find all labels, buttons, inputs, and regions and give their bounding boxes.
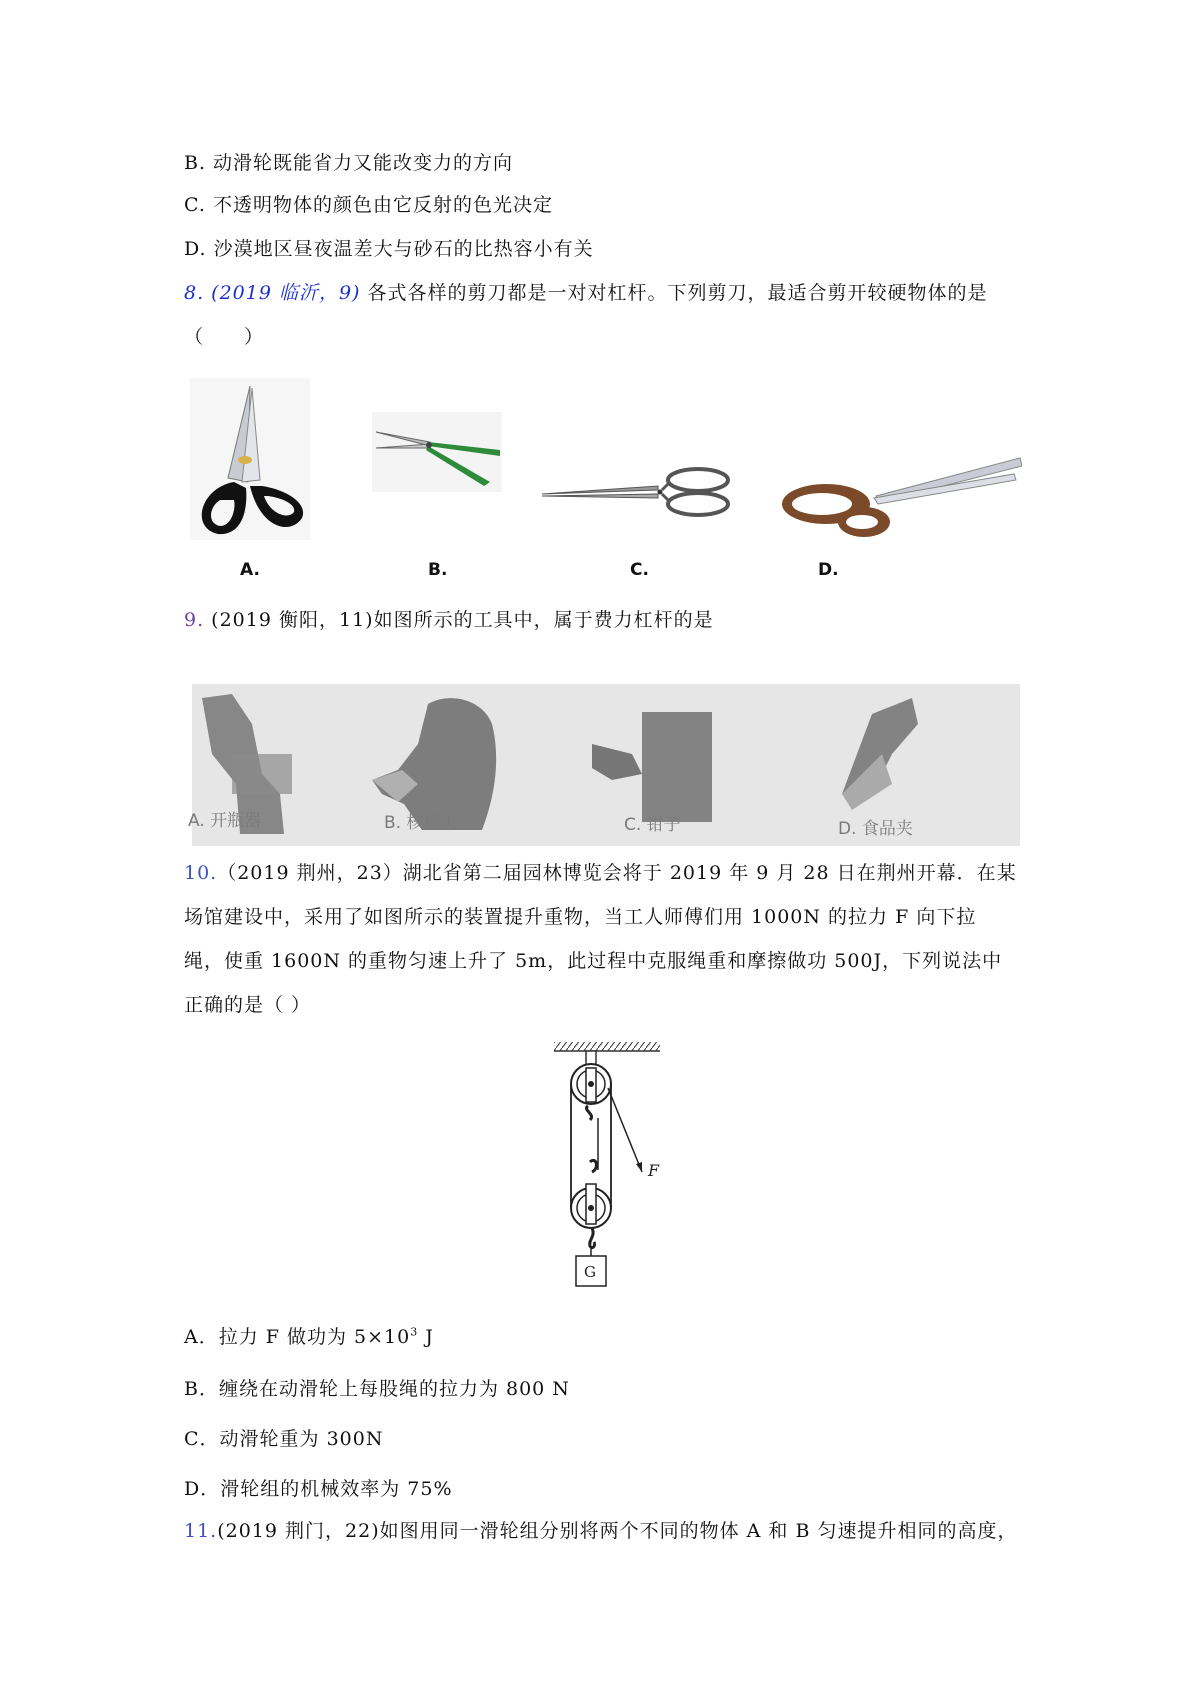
question-10-line-3: 绳，使重 1600N 的重物匀速上升了 5m，此过程中克服绳重和摩擦做功 500J，下列说法中: [184, 950, 1003, 972]
question-10-option-d: D．滑轮组的机械效率为 75%: [184, 1478, 453, 1500]
scissors-b-image: [372, 412, 502, 492]
question-10-option-b: B．缠绕在动滑轮上每股绳的拉力为 800 N: [184, 1378, 570, 1400]
pulley-system-diagram: [544, 1040, 664, 1302]
choice-label-b: B.: [428, 560, 448, 580]
tool-label-d: D. 食品夹: [838, 819, 913, 839]
weight-label-g: G: [584, 1263, 596, 1281]
question-11-text: (2019 荆门，22)如图用同一滑轮组分别将两个不同的物体 A 和 B 匀速提升相同的高度，: [217, 1520, 1018, 1542]
tool-label-a: A. 开瓶器: [188, 811, 262, 831]
tools-photo-strip: [188, 684, 1020, 846]
question-8-text: 各式各样的剪刀都是一对对杠杆。下列剪刀，最适合剪开较硬物体的是: [360, 282, 988, 304]
tool-label-b: B. 核桃夹: [384, 813, 458, 833]
question-11: [184, 1516, 1017, 1543]
option-d: D. 沙漠地区昼夜温差大与砂石的比热容小有关: [184, 238, 594, 260]
question-9-number: 9.: [184, 609, 205, 631]
question-10-text-1: （2019 荆州，23）湖北省第二届园林博览会将于 2019 年 9 月 28 日在荆州开幕．在某: [217, 862, 1017, 884]
question-8-bracket: （ ）: [184, 326, 265, 348]
question-10-line-1: [184, 858, 1017, 885]
choice-label-c: C.: [630, 560, 649, 580]
question-9: [184, 605, 714, 632]
option-a-text: A．拉力 F 做功为 5×10: [184, 1326, 411, 1348]
tool-label-c: C. 钳子: [624, 815, 681, 835]
question-8-source: 8. (2019 临沂，9): [184, 282, 361, 304]
option-a-unit: J: [418, 1326, 434, 1348]
question-10-line-2: 场馆建设中，采用了如图所示的装置提升重物，当工人师傅们用 1000N 的拉力 F 向下拉: [184, 906, 977, 928]
question-10-number: 10.: [184, 862, 218, 884]
option-b: B. 动滑轮既能省力又能改变力的方向: [184, 152, 514, 174]
question-10-option-a: [184, 1322, 434, 1349]
choice-label-a: A.: [240, 560, 260, 580]
question-10-option-c: C．动滑轮重为 300N: [184, 1428, 384, 1450]
question-9-text: (2019 衡阳，11)如图所示的工具中，属于费力杠杆的是: [204, 609, 714, 631]
question-10-line-4: 正确的是（ ）: [184, 994, 312, 1016]
scissors-a-image: [190, 378, 310, 540]
force-label-f: F: [648, 1161, 660, 1180]
choice-label-d: D.: [818, 560, 839, 580]
scissors-d-image: [776, 452, 1022, 542]
scissors-c-image: [540, 464, 732, 520]
option-a-exponent: 3: [410, 1325, 419, 1339]
question-8: [184, 278, 988, 305]
question-11-number: 11.: [184, 1520, 218, 1542]
option-c: C. 不透明物体的颜色由它反射的色光决定: [184, 194, 553, 216]
